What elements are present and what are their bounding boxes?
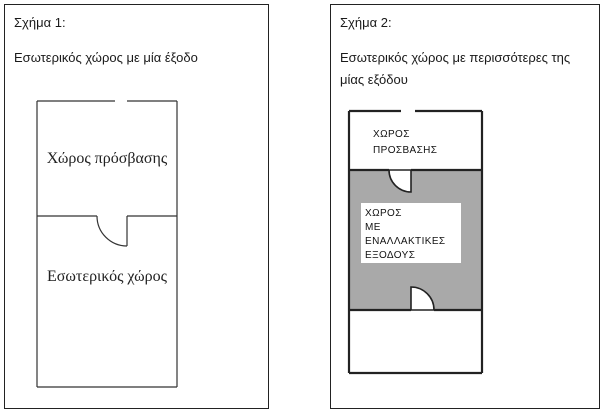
figure-1-title: Σχήμα 1:	[14, 15, 66, 30]
figure-1-caption: Εσωτερικός χώρος με μία έξοδο	[14, 50, 198, 65]
figure-1-floorplan	[5, 5, 270, 410]
fig2-alt-exit-label-line-2: ΜΕ	[365, 222, 381, 233]
fig2-alt-exit-label-line-4: ΕΞΟΔΟΥΣ	[365, 250, 416, 261]
fig2-access-label-line-2: ΠΡΟΣΒΑΣΗΣ	[373, 145, 438, 156]
fig2-alt-exit-label-line-1: ΧΩΡΟΣ	[365, 208, 402, 219]
figure-2-floorplan	[331, 5, 601, 410]
figure-2-caption-line-2: μίας εξόδου	[340, 72, 408, 87]
fig1-door-swing	[97, 216, 127, 246]
fig1-inner-label: Εσωτερικός χώρος	[46, 268, 168, 285]
fig2-alt-exit-label-line-3: ΕΝΑΛΛΑΚΤΙΚΕΣ	[365, 236, 446, 247]
figure-2-title: Σχήμα 2:	[340, 15, 392, 30]
fig1-access-label: Χώρος πρόσβασης	[46, 150, 168, 167]
figure-1-panel	[4, 4, 269, 409]
figure-2-caption-line-1: Εσωτερικός χώρος με περισσότερες της	[340, 50, 571, 65]
figure-2-panel	[330, 4, 600, 409]
fig2-access-label-line-1: ΧΩΡΟΣ	[373, 129, 410, 140]
